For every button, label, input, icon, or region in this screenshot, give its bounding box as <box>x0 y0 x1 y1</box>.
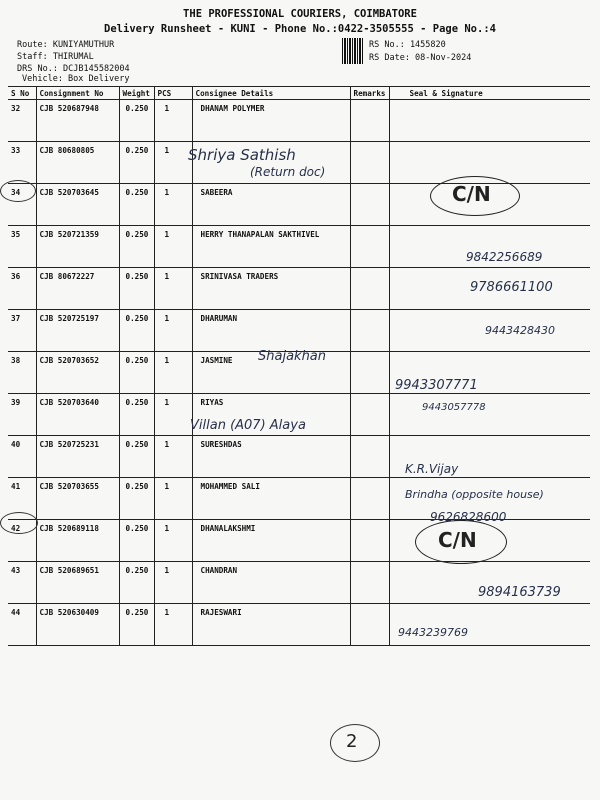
cell-pcs: 1 <box>154 226 192 268</box>
cell-remarks <box>350 394 389 436</box>
cell-pcs: 1 <box>154 310 192 352</box>
cell-weight: 0.250 <box>119 604 154 646</box>
handwriting-row37-phone: 9443428430 <box>485 324 555 337</box>
handwriting-row44-phone: 9443239769 <box>398 626 468 639</box>
cell-signature <box>389 100 590 142</box>
cell-consignment-no: CJB 520725231 <box>36 436 119 478</box>
cell-consignment-no: CJB 520721359 <box>36 226 119 268</box>
handwriting-row33-note: (Return doc) <box>250 165 326 179</box>
cell-weight: 0.250 <box>119 226 154 268</box>
col-header-consignee: Consignee Details <box>192 87 350 100</box>
cell-consignment-no: CJB 80680805 <box>36 142 119 184</box>
rs-date: RS Date: 08-Nov-2024 <box>369 53 472 63</box>
cell-remarks <box>350 562 389 604</box>
cell-consignment-no: CJB 520687948 <box>36 100 119 142</box>
handwriting-row40-name: K.R.Vijay <box>405 462 459 476</box>
cell-pcs: 1 <box>154 394 192 436</box>
cell-remarks <box>350 478 389 520</box>
cell-remarks <box>350 184 389 226</box>
cell-consignee: JASMINE <box>192 352 350 394</box>
route-label: Route: KUNIYAMUTHUR <box>17 40 115 50</box>
table-row <box>8 100 590 142</box>
cell-sno: 40 <box>8 436 36 478</box>
cell-signature <box>389 604 590 646</box>
margin-circle-34 <box>0 180 36 202</box>
handwriting-row41-phone: 9626828600 <box>430 510 507 524</box>
cell-consignment-no: CJB 520703655 <box>36 478 119 520</box>
vehicle-label: Vehicle: Box Delivery <box>22 74 130 84</box>
col-header-pcs: PCS <box>154 87 192 100</box>
col-header-signature: Seal & Signature <box>389 87 590 100</box>
cell-sno: 33 <box>8 142 36 184</box>
cell-consignment-no: CJB 520689118 <box>36 520 119 562</box>
cell-consignee: SRINIVASA TRADERS <box>192 268 350 310</box>
cell-pcs: 1 <box>154 478 192 520</box>
handwriting-row36-phone: 9786661100 <box>470 280 553 295</box>
barcode-image <box>342 38 364 64</box>
handwriting-row41-note: Brindha (opposite house) <box>405 488 544 501</box>
cell-weight: 0.250 <box>119 184 154 226</box>
cell-weight: 0.250 <box>119 394 154 436</box>
cell-consignee: SURESHDAS <box>192 436 350 478</box>
delivery-stamp-text: C/N <box>452 182 491 206</box>
cell-consignee: DHANALAKSHMI <box>192 520 350 562</box>
col-header-consignment: Consignment No <box>36 87 119 100</box>
cell-consignee: CHANDRAN <box>192 562 350 604</box>
cell-pcs: 1 <box>154 268 192 310</box>
cell-remarks <box>350 100 389 142</box>
delivery-stamp-2-text: C/N <box>438 528 477 552</box>
cell-sno: 36 <box>8 268 36 310</box>
cell-pcs: 1 <box>154 520 192 562</box>
cell-sno: 35 <box>8 226 36 268</box>
handwriting-row35-phone: 9842256689 <box>466 250 543 264</box>
handwriting-row33-name: Shriya Sathish <box>188 146 296 164</box>
cell-sno: 42 <box>8 520 36 562</box>
cell-weight: 0.250 <box>119 268 154 310</box>
cell-consignment-no: CJB 520630409 <box>36 604 119 646</box>
cell-remarks <box>350 226 389 268</box>
cell-weight: 0.250 <box>119 436 154 478</box>
cell-consignee: DHARUMAN <box>192 310 350 352</box>
handwriting-row43-phone: 9894163739 <box>478 585 561 600</box>
col-header-sno: S No <box>8 87 36 100</box>
drs-label: DRS No.: DCJB145582004 <box>17 64 130 74</box>
cell-remarks <box>350 436 389 478</box>
cell-remarks <box>350 268 389 310</box>
cell-pcs: 1 <box>154 562 192 604</box>
cell-consignee: DHANAM POLYMER <box>192 100 350 142</box>
cell-consignee: RAJESWARI <box>192 604 350 646</box>
cell-remarks <box>350 310 389 352</box>
cell-sno: 39 <box>8 394 36 436</box>
handwriting-row38-phone: 9943307771 <box>395 378 478 393</box>
cell-consignment-no: CJB 520703640 <box>36 394 119 436</box>
footer-circle-text: 2 <box>346 731 358 752</box>
cell-weight: 0.250 <box>119 478 154 520</box>
cell-consignee: RIYAS <box>192 394 350 436</box>
cell-sno: 37 <box>8 310 36 352</box>
handwriting-row38-name: Shajakhan <box>258 349 327 364</box>
cell-weight: 0.250 <box>119 100 154 142</box>
cell-consignee: MOHAMMED SALI <box>192 478 350 520</box>
cell-remarks <box>350 520 389 562</box>
cell-consignment-no: CJB 520689651 <box>36 562 119 604</box>
cell-remarks <box>350 604 389 646</box>
handwriting-row39-name: Villan (A07) Alaya <box>190 418 306 433</box>
cell-remarks <box>350 142 389 184</box>
cell-sno: 43 <box>8 562 36 604</box>
cell-pcs: 1 <box>154 184 192 226</box>
col-header-remarks: Remarks <box>350 87 389 100</box>
cell-weight: 0.250 <box>119 562 154 604</box>
cell-consignment-no: CJB 520725197 <box>36 310 119 352</box>
rs-number: RS No.: 1455820 <box>369 40 446 50</box>
cell-pcs: 1 <box>154 352 192 394</box>
cell-sno: 44 <box>8 604 36 646</box>
margin-circle-42 <box>0 512 38 534</box>
cell-consignment-no: CJB 520703645 <box>36 184 119 226</box>
cell-weight: 0.250 <box>119 352 154 394</box>
cell-weight: 0.250 <box>119 310 154 352</box>
table-header-row <box>8 87 590 100</box>
cell-remarks <box>350 352 389 394</box>
cell-signature <box>389 394 590 436</box>
page-subtitle: Delivery Runsheet - KUNI - Phone No.:0422-3505555 - Page No.:4 <box>104 23 496 35</box>
cell-pcs: 1 <box>154 142 192 184</box>
cell-sno: 38 <box>8 352 36 394</box>
cell-consignment-no: CJB 520703652 <box>36 352 119 394</box>
cell-consignment-no: CJB 80672227 <box>36 268 119 310</box>
cell-pcs: 1 <box>154 100 192 142</box>
cell-pcs: 1 <box>154 604 192 646</box>
handwriting-row39-phone: 9443057778 <box>422 402 486 413</box>
cell-consignee: HERRY THANAPALAN SAKTHIVEL <box>192 226 350 268</box>
cell-sno: 32 <box>8 100 36 142</box>
page-title: THE PROFESSIONAL COURIERS, COIMBATORE <box>183 8 417 20</box>
table-row <box>8 604 590 646</box>
cell-pcs: 1 <box>154 436 192 478</box>
staff-label: Staff: THIRUMAL <box>17 52 94 62</box>
cell-weight: 0.250 <box>119 142 154 184</box>
cell-sno: 34 <box>8 184 36 226</box>
col-header-weight: Weight <box>119 87 154 100</box>
cell-consignee: SABEERA <box>192 184 350 226</box>
table-row <box>8 436 590 478</box>
cell-sno: 41 <box>8 478 36 520</box>
cell-weight: 0.250 <box>119 520 154 562</box>
